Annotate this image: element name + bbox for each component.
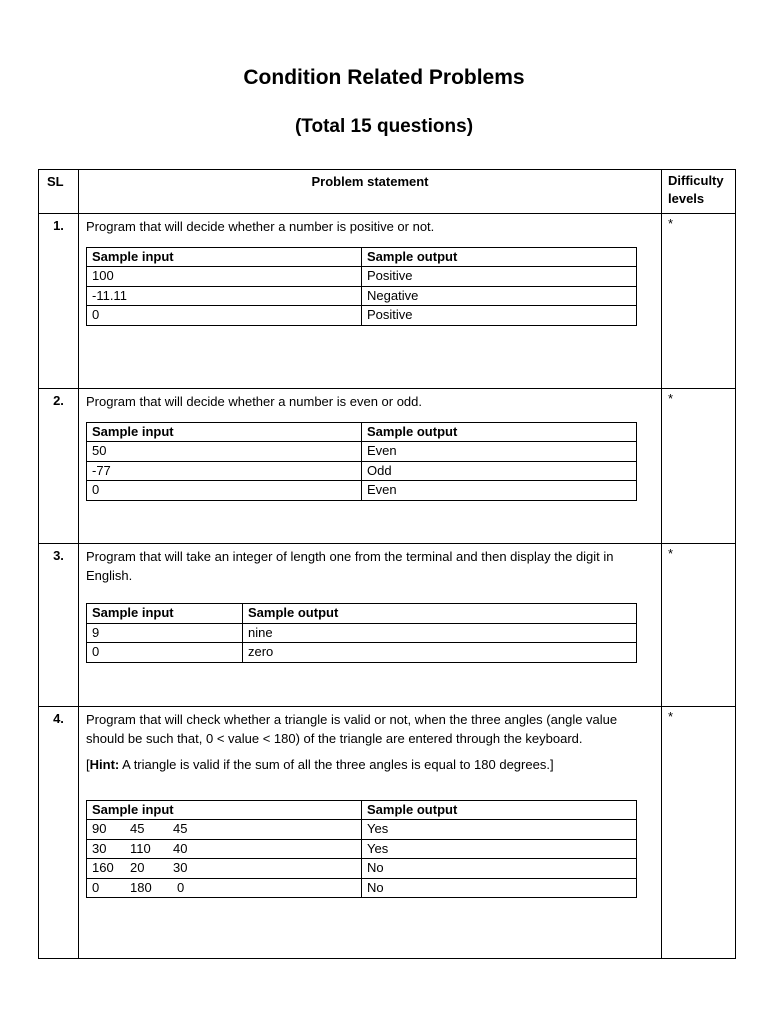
problem-number: 1.: [39, 214, 79, 389]
problem-row: [39, 214, 736, 389]
problem-number: 4.: [39, 707, 79, 959]
sample-output: Even: [362, 481, 637, 501]
difficulty-level: *: [662, 214, 736, 389]
sample-input: [87, 820, 362, 840]
sample-output: Positive: [362, 306, 637, 326]
angle-value: 30: [92, 840, 107, 856]
sample-row: [87, 623, 637, 643]
difficulty-header-line1: Difficulty: [668, 173, 724, 188]
sample-table: [86, 247, 637, 326]
problem-statement: Program that will check whether a triangle is valid or not, when the three angles (angle value should be such that, 0 < value < 180) of the triangle are entered through the keyboard.: [86, 712, 618, 746]
problem-statement-cell: [79, 707, 662, 959]
sample-row: [87, 839, 637, 859]
sample-table: [86, 603, 637, 663]
angle-value: 20: [130, 860, 145, 875]
difficulty-level: *: [662, 707, 736, 959]
hint-open-bracket: [: [86, 757, 90, 772]
difficulty-level: *: [662, 389, 736, 544]
difficulty-header: [662, 170, 736, 214]
problem-row: [39, 544, 736, 707]
sample-output-header: Sample output: [243, 604, 637, 624]
sample-row: [87, 643, 637, 663]
difficulty-header-line2: levels: [668, 191, 705, 206]
sample-row: [87, 286, 637, 306]
sample-input: [87, 859, 362, 879]
angle-value: 45: [173, 821, 188, 836]
hint-text: A triangle is valid if the sum of all the three angles is equal to 180 degrees.]: [119, 757, 554, 772]
sample-row: [87, 306, 637, 326]
problem-statement-cell: [79, 544, 662, 707]
sample-row: [87, 859, 637, 879]
problem-number: 2.: [39, 389, 79, 544]
angle-value: 180: [130, 879, 152, 895]
problem-statement: Program that will decide whether a number is even or odd.: [86, 394, 423, 409]
sample-row: [87, 442, 637, 462]
problem-statement-cell: [79, 214, 662, 389]
sample-row: [87, 481, 637, 501]
sample-input: [87, 839, 362, 859]
problem-row: [39, 389, 736, 544]
problem-statement: Program that will decide whether a number is positive or not.: [86, 219, 435, 234]
sample-row: [87, 878, 637, 898]
sample-input-header: Sample input: [87, 604, 243, 624]
document-subtitle: (Total 15 questions): [294, 116, 474, 137]
angle-value: 90: [92, 821, 107, 836]
problem-statement-cell: [79, 389, 662, 544]
angle-value: 40: [173, 840, 188, 856]
sample-table: [86, 422, 637, 501]
sample-input: 100: [87, 267, 362, 287]
sample-input: 0: [87, 306, 362, 326]
statement-header: Problem statement: [79, 170, 662, 214]
sample-output: Negative: [362, 286, 637, 306]
sample-output: Positive: [362, 267, 637, 287]
problems-table: [38, 169, 736, 959]
angle-value: 0: [177, 879, 185, 895]
problem-number: 3.: [39, 544, 79, 707]
sample-table: [86, 800, 637, 899]
angle-value: 30: [173, 860, 188, 875]
problem-statement: Program that will take an integer of length one from the terminal and then display the digit in English.: [86, 549, 614, 583]
sample-header-row: [87, 800, 637, 820]
sample-output-header: Sample output: [362, 800, 637, 820]
sample-output: Yes: [362, 820, 637, 840]
angle-value: 0: [92, 879, 100, 895]
sample-input-header: Sample input: [87, 247, 362, 267]
sample-row: [87, 820, 637, 840]
sample-input-header: Sample input: [87, 422, 362, 442]
sample-input: 0: [87, 481, 362, 501]
sample-output: Odd: [362, 461, 637, 481]
sample-output-header: Sample output: [362, 422, 637, 442]
sample-output: No: [362, 859, 637, 879]
sample-row: [87, 461, 637, 481]
sample-input: 50: [87, 442, 362, 462]
sample-input: 9: [87, 623, 243, 643]
sample-output-header: Sample output: [362, 247, 637, 267]
header-row: [39, 170, 736, 214]
difficulty-level: *: [662, 544, 736, 707]
sample-input: -77: [87, 461, 362, 481]
sample-output: Yes: [362, 839, 637, 859]
angle-value: 110: [130, 840, 151, 856]
problem-row: [39, 707, 736, 959]
problem-hint: [86, 756, 655, 775]
sample-input: [87, 878, 362, 898]
sample-input: -11.11: [87, 286, 362, 306]
sample-output: Even: [362, 442, 637, 462]
sample-output: zero: [243, 643, 637, 663]
document-title: Condition Related Problems: [243, 66, 525, 89]
sample-header-row: [87, 247, 637, 267]
angle-value: 45: [130, 821, 145, 836]
hint-label: Hint:: [89, 757, 120, 772]
sample-header-row: [87, 604, 637, 624]
sl-header: SL: [39, 170, 79, 214]
angle-value: 160: [92, 860, 114, 875]
sample-output: nine: [243, 623, 637, 643]
sample-row: [87, 267, 637, 287]
sample-input-header: Sample input: [87, 800, 362, 820]
sample-input: 0: [87, 643, 243, 663]
sample-output: No: [362, 878, 637, 898]
sample-header-row: [87, 422, 637, 442]
